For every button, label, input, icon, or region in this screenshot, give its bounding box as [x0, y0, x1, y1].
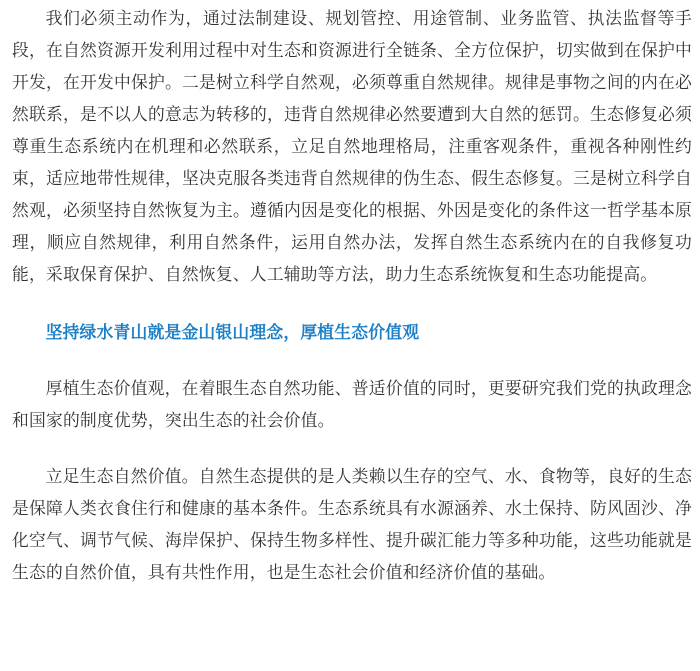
spacer: [12, 348, 692, 372]
paragraph-3: 立足生态自然价值。自然生态提供的是人类赖以生存的空气、水、食物等，良好的生态是保障人类衣食住行和健康的基本条件。生态系统具有水源涵养、水土保持、防风固沙、净化空气、调节气候、海岸保护、保持生物多样性、提升碳汇能力等多种功能，这些功能就是生态的自然价值，具有共性作用，也是生态社会价值和经济价值的基础。: [12, 466, 692, 582]
section-heading: 坚持绿水青山就是金山银山理念，厚植生态价值观: [45, 322, 420, 342]
spacer: [12, 290, 692, 316]
article-body: [12, 2, 692, 588]
spacer: [12, 436, 692, 460]
paragraph-1: 我们必须主动作为，通过法制建设、规划管控、用途管制、业务监管、执法监督等手段，在自然资源开发利用过程中对生态和资源进行全链条、全方位保护，切实做到在保护中开发，在开发中保护。二是树立科学自然观，必须尊重自然规律。规律是事物之间的内在必然联系，是不以人的意志为转移的，违背自然规律必然要遭到大自然的惩罚。生态修复必须尊重生态系统内在机理和必然联系，立足自然地理格局，注重客观条件，重视各种刚性约束，适应地带性规律，坚决克服各类违背自然规律的伪生态、假生态修复。三是树立科学自然观，必须坚持自然恢复为主。遵循内因是变化的根据、外因是变化的条件这一哲学基本原理，顺应自然规律，利用自然条件，运用自然办法，发挥自然生态系统内在的自我修复功能，采取保育保护、自然恢复、人工辅助等方法，助力生态系统恢复和生态功能提高。: [12, 8, 692, 284]
paragraph-2: 厚植生态价值观，在着眼生态自然功能、普适价值的同时，更要研究我们党的执政理念和国家的制度优势，突出生态的社会价值。: [12, 378, 692, 430]
